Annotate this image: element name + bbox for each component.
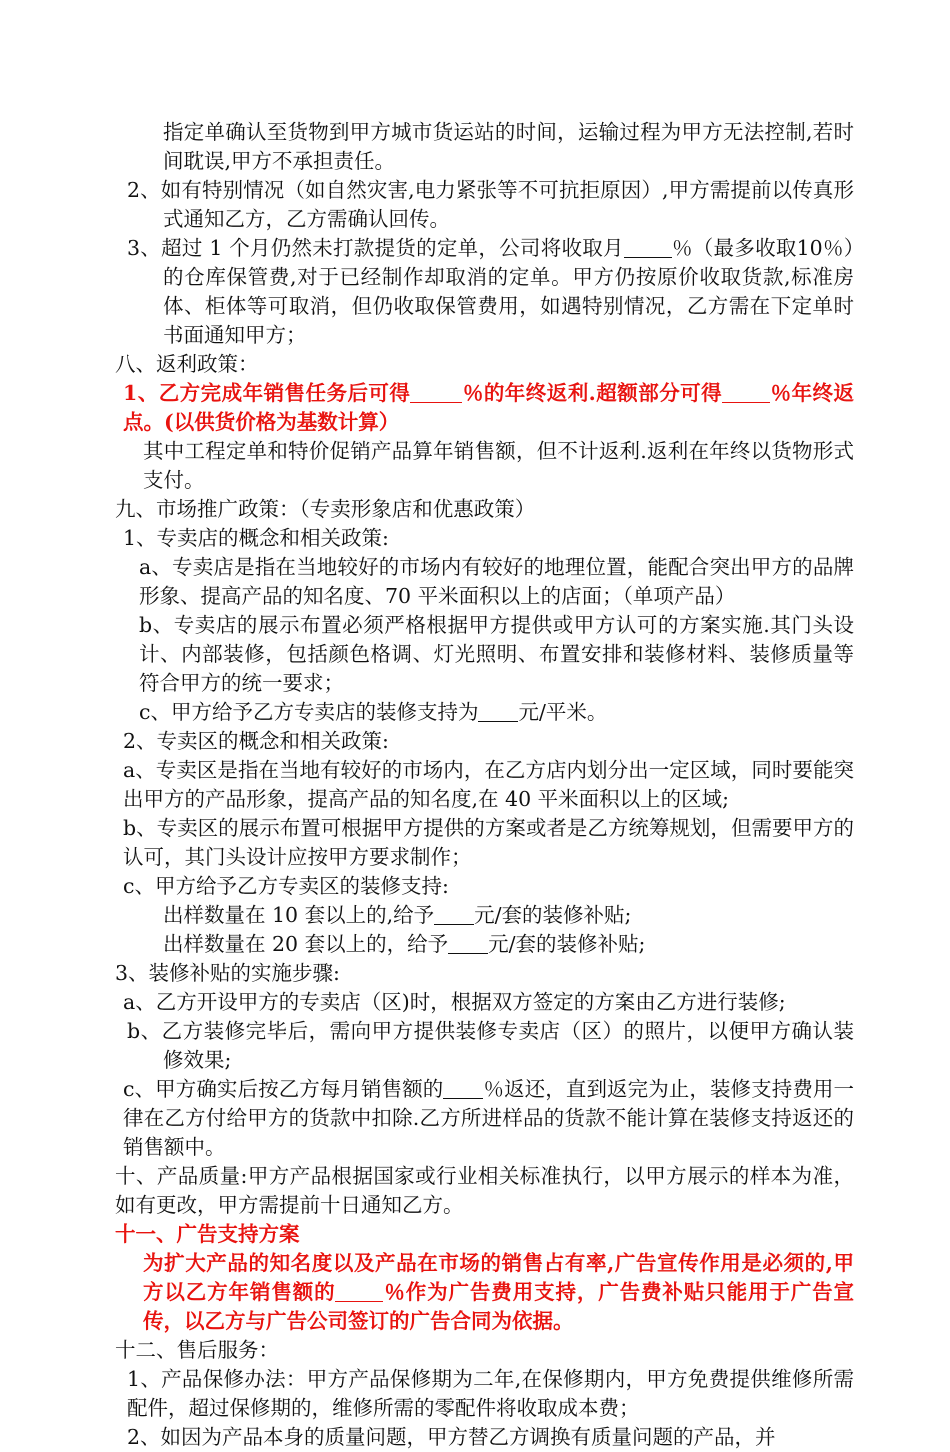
list-item	[115, 930, 854, 959]
list-item	[115, 1075, 854, 1162]
list-item	[115, 234, 854, 350]
fill-blank	[624, 237, 672, 258]
text-segment: 元/套的装修补贴;	[474, 903, 632, 927]
list-item: 1、产品保修办法：甲方产品保修期为二年,在保修期内，甲方免费提供维修所需配件，超过保修期的，维修所需的零配件将收取成本费；	[127, 1367, 854, 1420]
text-segment: c、甲方给予乙方专卖店的装修支持为	[139, 700, 479, 724]
fill-blank	[443, 1078, 483, 1099]
text-segment: 1、乙方完成年销售任务后可得	[123, 381, 411, 405]
subsection-heading: 1、专卖店的概念和相关政策:	[123, 526, 389, 550]
text-segment: 出样数量在 10 套以上的,给予	[163, 903, 435, 927]
list-item: a、专卖店是指在当地较好的市场内有较好的地理位置，能配合突出甲方的品牌形象、提高产品的知名度、70 平米面积以上的店面；（单项产品）	[139, 555, 854, 608]
text-segment: 3、超过 1 个月仍然未打款提货的定单，公司将收取月	[127, 236, 624, 260]
list-item: 2、如因为产品本身的质量问题，甲方替乙方调换有质量问题的产品，并	[127, 1425, 776, 1449]
list-item: b、专卖店的展示布置必须严格根据甲方提供或甲方认可的方案实施.其门头设计、内部装修，包括颜色格调、灯光照明、布置安排和装修材料、装修质量等符合甲方的统一要求；	[139, 613, 854, 695]
text-segment: ％作为广告费用支持，广告费补贴只能用于广告宣传，以乙方与广告公司签订的广告合同为依据。	[143, 1280, 854, 1333]
list-item	[115, 698, 854, 727]
text-segment: ％的年终返利.超额部分可得	[462, 381, 723, 405]
list-item: 2、如有特别情况（如自然灾害,电力紧张等不可抗拒原因）,甲方需提前以传真形式通知乙方，乙方需确认回传。	[127, 178, 854, 231]
text-segment: ％返还，直到返完为止，装修支持费用一律在乙方付给甲方的货款中扣除.乙方所进样品的货款不能计算在装修支持返还的销售额中。	[123, 1077, 855, 1159]
paragraph: 指定单确认至货物到甲方城市货运站的时间，运输过程为甲方无法控制,若时间耽误,甲方不承担责任。	[163, 120, 854, 173]
list-item: c、甲方给予乙方专卖区的装修支持:	[123, 874, 449, 898]
text-segment: 出样数量在 20 套以上的，给予	[163, 932, 449, 956]
text-segment: ％（最多收取10％）的仓库保管费,对于已经制作却取消的定单。甲方仍按原价收取货款,标准房体、柜体等可取消，但仍收取保管费用，如遇特别情况，乙方需在下定单时书面通知甲方；	[163, 236, 854, 347]
fill-blank	[335, 1281, 383, 1302]
text-segment: 为扩大产品的知名度以及产品在市场的销售占有率,广告宣传作用是必须的,甲方以乙方年销售额的	[143, 1251, 854, 1304]
paragraph: 其中工程定单和特价促销产品算年销售额，但不计返利.返利在年终以货物形式支付。	[143, 439, 854, 492]
list-item: a、乙方开设甲方的专卖店（区)时，根据双方签定的方案由乙方进行装修;	[123, 990, 786, 1014]
fill-blank	[434, 904, 474, 925]
list-item: b、专卖区的展示布置可根据甲方提供的方案或者是乙方统筹规划，但需要甲方的认可，其门头设计应按甲方要求制作；	[123, 816, 854, 869]
section-heading-11: 十一、广告支持方案	[115, 1222, 300, 1246]
fill-blank	[448, 933, 488, 954]
fill-blank	[410, 382, 462, 403]
subsection-heading: 3、装修补贴的实施步骤:	[115, 961, 340, 985]
fill-blank	[722, 382, 770, 403]
section-heading-10: 十、产品质量:甲方产品根据国家或行业相关标准执行，以甲方展示的样本为准，如有更改，甲方需提前十日通知乙方。	[115, 1164, 854, 1217]
section-heading-8: 八、返利政策：	[115, 352, 259, 376]
text-segment: 元/套的装修补贴;	[488, 932, 646, 956]
section-heading-12: 十二、售后服务：	[115, 1338, 279, 1362]
rebate-clause	[115, 379, 854, 437]
list-item	[115, 901, 854, 930]
list-item: a、专卖区是指在当地有较好的市场内，在乙方店内划分出一定区域，同时要能突出甲方的产品形象，提高产品的知名度,在 40 平米面积以上的区域;	[123, 758, 854, 811]
text-segment: 元/平米。	[518, 700, 608, 724]
text-segment: c、甲方确实后按乙方每月销售额的	[123, 1077, 444, 1101]
advertising-clause	[115, 1249, 854, 1336]
text-segment: ％年终返点。(以供货价格为基数计算）	[123, 381, 855, 434]
subsection-heading: 2、专卖区的概念和相关政策:	[123, 729, 389, 753]
list-item: b、乙方装修完毕后，需向甲方提供装修专卖店（区）的照片，以便甲方确认装修效果;	[127, 1019, 854, 1072]
section-heading-9: 九、市场推广政策：（专卖形象店和优惠政策）	[115, 497, 536, 521]
fill-blank	[478, 701, 518, 722]
